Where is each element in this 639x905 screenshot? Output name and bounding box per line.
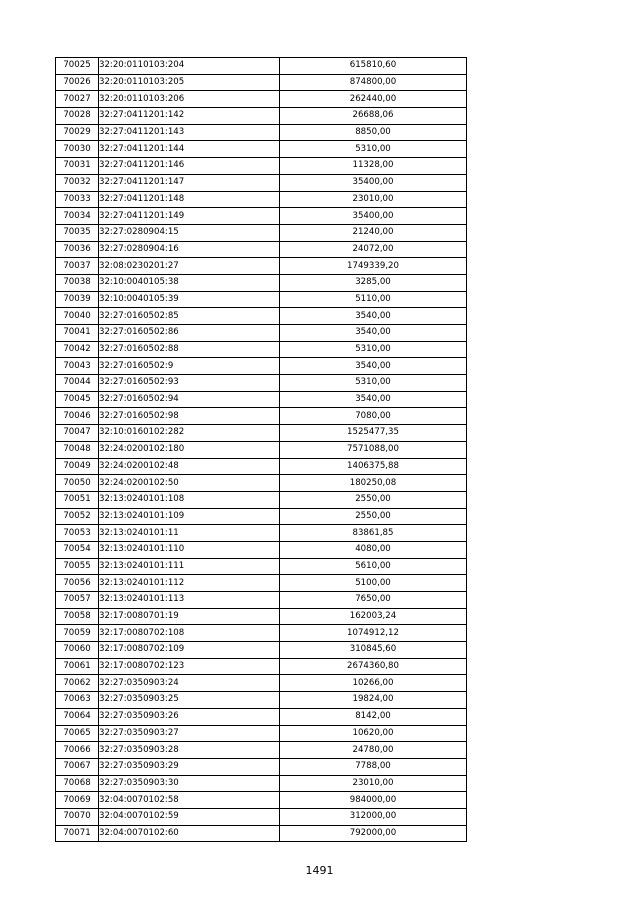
cadastral-value-cell: 21240,00 [280,224,467,241]
table-row [56,108,467,125]
row-number-cell: 70054 [56,541,99,558]
row-number-cell: 70033 [56,191,99,208]
table-row [56,642,467,659]
cadastral-value-cell: 1525477,35 [280,425,467,442]
cadastral-number-cell: 32:13:0240101:113 [99,592,280,609]
table-row [56,475,467,492]
row-number-cell: 70068 [56,775,99,792]
cadastral-value-cell: 83861,85 [280,525,467,542]
table-row [56,491,467,508]
table-row [56,258,467,275]
cadastral-value-cell: 35400,00 [280,174,467,191]
row-number-cell: 70038 [56,274,99,291]
row-number-cell: 70028 [56,108,99,125]
cadastral-number-cell: 32:04:0070102:60 [99,825,280,842]
row-number-cell: 70065 [56,725,99,742]
cadastral-number-cell: 32:27:0160502:88 [99,341,280,358]
cadastral-value-cell: 7650,00 [280,592,467,609]
table-row [56,358,467,375]
row-number-cell: 70039 [56,291,99,308]
row-number-cell: 70051 [56,491,99,508]
cadastral-value-cell: 23010,00 [280,775,467,792]
table-row [56,274,467,291]
cadastral-number-cell: 32:27:0350903:24 [99,675,280,692]
cadastral-number-cell: 32:27:0411201:147 [99,174,280,191]
cadastral-value-cell: 5310,00 [280,341,467,358]
cadastral-value-cell: 2550,00 [280,491,467,508]
table-row [56,174,467,191]
table-row [56,224,467,241]
table-row [56,608,467,625]
row-number-cell: 70048 [56,441,99,458]
row-number-cell: 70059 [56,625,99,642]
row-number-cell: 70035 [56,224,99,241]
cadastral-value-cell: 26688,06 [280,108,467,125]
cadastral-number-cell: 32:27:0160502:86 [99,325,280,342]
table-body [56,58,467,842]
cadastral-number-cell: 32:17:0080702:109 [99,642,280,659]
cadastral-number-cell: 32:27:0160502:98 [99,408,280,425]
table-row [56,675,467,692]
cadastral-value-cell: 615810,60 [280,58,467,75]
row-number-cell: 70053 [56,525,99,542]
cadastral-number-cell: 32:24:0200102:180 [99,441,280,458]
cadastral-value-cell: 8850,00 [280,124,467,141]
cadastral-number-cell: 32:10:0040105:38 [99,274,280,291]
row-number-cell: 70027 [56,91,99,108]
table-row [56,508,467,525]
table-row [56,141,467,158]
cadastral-value-cell: 3540,00 [280,325,467,342]
table-row [56,775,467,792]
row-number-cell: 70056 [56,575,99,592]
cadastral-value-cell: 2674360,80 [280,658,467,675]
row-number-cell: 70064 [56,708,99,725]
cadastral-value-cell: 312000,00 [280,808,467,825]
row-number-cell: 70043 [56,358,99,375]
cadastral-number-cell: 32:27:0350903:30 [99,775,280,792]
row-number-cell: 70031 [56,158,99,175]
row-number-cell: 70037 [56,258,99,275]
cadastral-value-cell: 23010,00 [280,191,467,208]
cadastral-number-cell: 32:13:0240101:108 [99,491,280,508]
table-row [56,625,467,642]
cadastral-value-cell: 24072,00 [280,241,467,258]
cadastral-number-cell: 32:27:0160502:85 [99,308,280,325]
row-number-cell: 70034 [56,208,99,225]
row-number-cell: 70052 [56,508,99,525]
cadastral-value-cell: 5100,00 [280,575,467,592]
row-number-cell: 70055 [56,558,99,575]
cadastral-number-cell: 32:27:0350903:28 [99,742,280,759]
row-number-cell: 70062 [56,675,99,692]
cadastral-value-cell: 262440,00 [280,91,467,108]
cadastral-value-cell: 7080,00 [280,408,467,425]
cadastral-number-cell: 32:27:0411201:148 [99,191,280,208]
cadastral-number-cell: 32:27:0160502:9 [99,358,280,375]
row-number-cell: 70025 [56,58,99,75]
row-number-cell: 70070 [56,808,99,825]
cadastral-value-cell: 310845,60 [280,642,467,659]
row-number-cell: 70057 [56,592,99,609]
cadastral-number-cell: 32:27:0160502:93 [99,375,280,392]
cadastral-value-cell: 5310,00 [280,375,467,392]
row-number-cell: 70071 [56,825,99,842]
table-row [56,658,467,675]
cadastral-value-cell: 3540,00 [280,391,467,408]
table-row [56,808,467,825]
cadastral-value-cell: 7571088,00 [280,441,467,458]
row-number-cell: 70044 [56,375,99,392]
table-row [56,425,467,442]
row-number-cell: 70030 [56,141,99,158]
row-number-cell: 70066 [56,742,99,759]
row-number-cell: 70026 [56,74,99,91]
table-row [56,208,467,225]
cadastral-number-cell: 32:27:0411201:146 [99,158,280,175]
cadastral-number-cell: 32:27:0280904:16 [99,241,280,258]
cadastral-value-cell: 180250,08 [280,475,467,492]
cadastral-value-cell: 1074912,12 [280,625,467,642]
table-row [56,91,467,108]
row-number-cell: 70041 [56,325,99,342]
row-number-cell: 70069 [56,792,99,809]
cadastral-value-cell: 874800,00 [280,74,467,91]
table-row [56,575,467,592]
row-number-cell: 70032 [56,174,99,191]
cadastral-number-cell: 32:20:0110103:206 [99,91,280,108]
cadastral-value-cell: 792000,00 [280,825,467,842]
cadastral-number-cell: 32:27:0411201:142 [99,108,280,125]
cadastral-number-cell: 32:13:0240101:112 [99,575,280,592]
cadastral-number-cell: 32:17:0080701:19 [99,608,280,625]
cadastral-value-cell: 7788,00 [280,758,467,775]
cadastral-value-table [55,57,467,842]
cadastral-value-cell: 162003,24 [280,608,467,625]
cadastral-value-cell: 24780,00 [280,742,467,759]
row-number-cell: 70045 [56,391,99,408]
row-number-cell: 70058 [56,608,99,625]
table-row [56,408,467,425]
cadastral-value-cell: 10266,00 [280,675,467,692]
cadastral-number-cell: 32:27:0350903:25 [99,692,280,709]
table-row [56,758,467,775]
table-row [56,124,467,141]
table-row [56,792,467,809]
cadastral-number-cell: 32:04:0070102:59 [99,808,280,825]
cadastral-value-cell: 11328,00 [280,158,467,175]
table-row [56,525,467,542]
cadastral-number-cell: 32:27:0350903:26 [99,708,280,725]
cadastral-number-cell: 32:17:0080702:123 [99,658,280,675]
cadastral-value-cell: 5310,00 [280,141,467,158]
table-row [56,825,467,842]
cadastral-value-cell: 3540,00 [280,308,467,325]
cadastral-number-cell: 32:27:0350903:27 [99,725,280,742]
cadastral-number-cell: 32:13:0240101:111 [99,558,280,575]
table-row [56,375,467,392]
row-number-cell: 70029 [56,124,99,141]
cadastral-value-cell: 8142,00 [280,708,467,725]
row-number-cell: 70067 [56,758,99,775]
table-row [56,391,467,408]
table-row [56,592,467,609]
cadastral-value-cell: 35400,00 [280,208,467,225]
cadastral-number-cell: 32:24:0200102:50 [99,475,280,492]
row-number-cell: 70046 [56,408,99,425]
cadastral-value-cell: 984000,00 [280,792,467,809]
cadastral-number-cell: 32:13:0240101:11 [99,525,280,542]
cadastral-number-cell: 32:10:0040105:39 [99,291,280,308]
row-number-cell: 70042 [56,341,99,358]
cadastral-number-cell: 32:27:0160502:94 [99,391,280,408]
cadastral-value-cell: 2550,00 [280,508,467,525]
table-row [56,241,467,258]
cadastral-number-cell: 32:20:0110103:205 [99,74,280,91]
table-row [56,725,467,742]
cadastral-number-cell: 32:08:0230201:27 [99,258,280,275]
cadastral-value-cell: 5610,00 [280,558,467,575]
table-row [56,308,467,325]
cadastral-value-cell: 1749339,20 [280,258,467,275]
table-row [56,441,467,458]
cadastral-number-cell: 32:20:0110103:204 [99,58,280,75]
row-number-cell: 70061 [56,658,99,675]
cadastral-number-cell: 32:27:0280904:15 [99,224,280,241]
cadastral-number-cell: 32:24:0200102:48 [99,458,280,475]
row-number-cell: 70049 [56,458,99,475]
table-row [56,458,467,475]
cadastral-number-cell: 32:17:0080702:108 [99,625,280,642]
cadastral-number-cell: 32:27:0411201:144 [99,141,280,158]
table-row [56,742,467,759]
cadastral-number-cell: 32:27:0411201:143 [99,124,280,141]
table-row [56,58,467,75]
table-row [56,74,467,91]
row-number-cell: 70063 [56,692,99,709]
cadastral-number-cell: 32:27:0411201:149 [99,208,280,225]
row-number-cell: 70040 [56,308,99,325]
row-number-cell: 70036 [56,241,99,258]
page-number: 1491 [305,864,334,877]
row-number-cell: 70050 [56,475,99,492]
cadastral-value-cell: 4080,00 [280,541,467,558]
cadastral-value-cell: 19824,00 [280,692,467,709]
row-number-cell: 70047 [56,425,99,442]
table-row [56,541,467,558]
cadastral-number-cell: 32:13:0240101:109 [99,508,280,525]
table-row [56,692,467,709]
table-row [56,558,467,575]
table-row [56,191,467,208]
table-row [56,708,467,725]
table-row [56,158,467,175]
table-row [56,341,467,358]
cadastral-number-cell: 32:27:0350903:29 [99,758,280,775]
cadastral-value-cell: 5110,00 [280,291,467,308]
cadastral-number-cell: 32:13:0240101:110 [99,541,280,558]
table-row [56,325,467,342]
cadastral-number-cell: 32:04:0070102:58 [99,792,280,809]
cadastral-number-cell: 32:10:0160102:282 [99,425,280,442]
cadastral-value-cell: 3540,00 [280,358,467,375]
table-row [56,291,467,308]
cadastral-value-cell: 10620,00 [280,725,467,742]
cadastral-value-cell: 3285,00 [280,274,467,291]
row-number-cell: 70060 [56,642,99,659]
cadastral-value-cell: 1406375,88 [280,458,467,475]
